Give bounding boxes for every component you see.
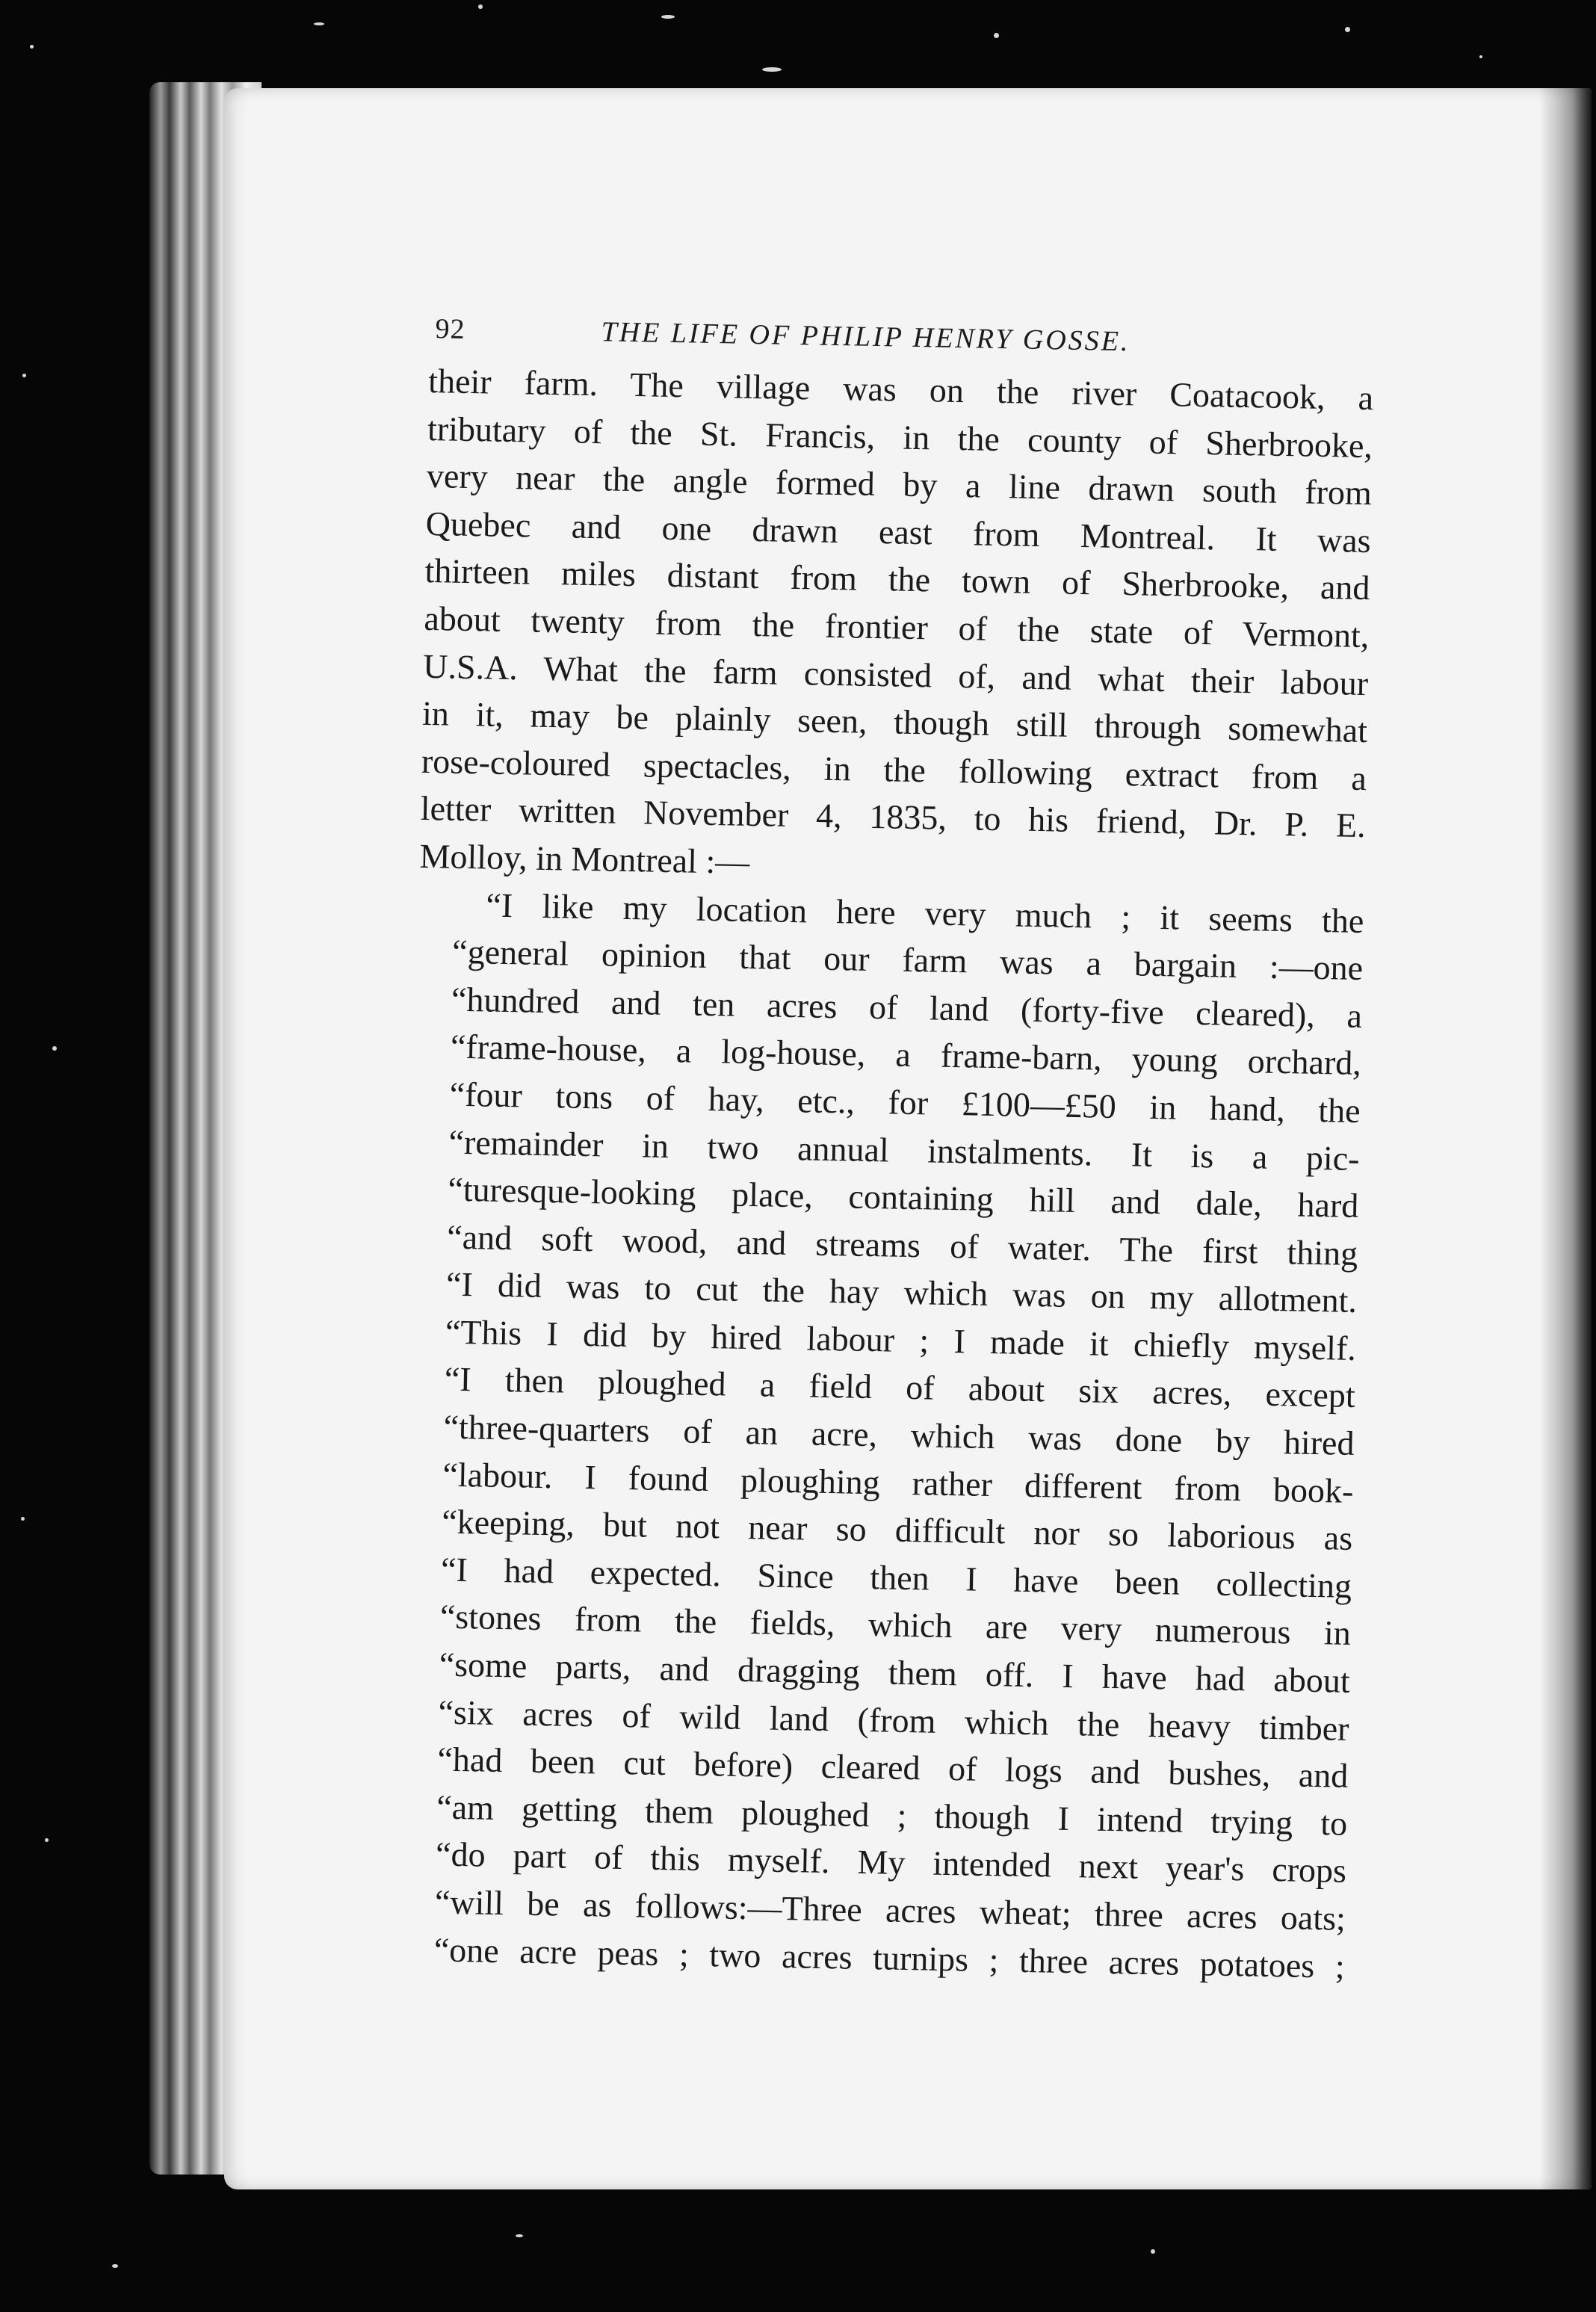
- dust-speck: [1345, 27, 1350, 32]
- letter-quotation: [399, 880, 1364, 1990]
- dust-speck: [21, 1517, 25, 1521]
- dust-speck: [30, 45, 34, 49]
- quote-line: “I did was to cut the hay which was on my allotment.: [445, 1264, 1358, 1320]
- text-line: their farm. The village was on the river Coatacook, a: [427, 361, 1374, 418]
- quote-line: “frame-house, a log-house, a frame-barn, young orchard,: [450, 1027, 1362, 1083]
- text-line: tributary of the St. Francis, in the county of Sherbrooke,: [427, 409, 1373, 465]
- quote-line: “I had expected. Since then I have been collecting: [440, 1550, 1352, 1605]
- dust-speck: [1479, 55, 1482, 58]
- quote-line: “some parts, and dragging them off. I have had about: [439, 1645, 1351, 1700]
- dust-speck: [661, 15, 675, 19]
- page-gutter-shadow: [1539, 88, 1592, 2189]
- text-line: in it, may be plainly seen, though still through somewhat: [421, 694, 1368, 750]
- quote-line: “keeping, but not near so difficult nor so laborious as: [441, 1502, 1353, 1558]
- dust-speck: [112, 2264, 118, 2268]
- quote-line: “turesque-looking place, containing hill and dale, hard: [448, 1169, 1359, 1225]
- quote-line: “do part of this myself. My intended next year's crops: [435, 1835, 1347, 1891]
- quote-line: “This I did by hired labour ; I made it chiefly myself.: [445, 1312, 1357, 1367]
- dust-speck: [516, 2234, 523, 2237]
- dust-speck: [52, 1046, 57, 1051]
- quote-line: “and soft wood, and streams of water. The first thing: [446, 1217, 1358, 1273]
- text-line: letter written November 4, 1835, to his friend, Dr. P. E.: [420, 789, 1367, 845]
- quote-line: “remainder in two annual instalments. It is a pic-: [448, 1122, 1360, 1178]
- text-line: Quebec and one drawn east from Montreal. It was: [425, 504, 1372, 560]
- text-line: about twenty from the frontier of the state of Vermont,: [424, 599, 1370, 655]
- quote-line: “one acre peas ; two acres turnips ; three acres potatoes ;: [433, 1930, 1346, 1985]
- text-line: U.S.A. What the farm consisted of, and what their labour: [422, 646, 1369, 702]
- running-title: THE LIFE OF PHILIP HENRY GOSSE.: [601, 316, 1130, 358]
- dust-speck: [22, 374, 26, 377]
- quote-line: “had been cut before) cleared of logs and bushes, and: [437, 1740, 1349, 1796]
- text-line: thirteen miles distant from the town of Sherbrooke, and: [424, 551, 1370, 608]
- page-text-block: [399, 312, 1375, 1990]
- dust-speck: [994, 33, 999, 38]
- quote-line: “general opinion that our farm was a bargain :—one: [451, 932, 1364, 988]
- dust-speck: [45, 1838, 49, 1842]
- text-line: rose-coloured spectacles, in the following extract from a: [421, 741, 1367, 797]
- quote-line: “four tons of hay, etc., for £100—£50 in hand, the: [449, 1075, 1361, 1130]
- page-number: 92: [435, 313, 466, 345]
- quote-line: “will be as follows:—Three acres wheat; three acres oats;: [434, 1882, 1346, 1938]
- quote-line: “I like my location here very much ; it seems the: [486, 885, 1364, 940]
- dust-speck: [1151, 2249, 1155, 2254]
- quote-line: “hundred and ten acres of land (forty-five cleared), a: [451, 980, 1363, 1035]
- body-paragraph: [419, 357, 1374, 897]
- quote-line: “I then ploughed a field of about six acres, except: [444, 1360, 1356, 1415]
- text-line: Molloy, in Montreal :—: [419, 836, 750, 881]
- dust-speck: [762, 67, 782, 72]
- quote-line: “three-quarters of an acre, which was done by hired: [443, 1407, 1355, 1462]
- quote-line: “stones from the fields, which are very numerous in: [439, 1597, 1352, 1653]
- dust-speck: [478, 4, 483, 9]
- quote-line: “am getting them ploughed ; though I intend trying to: [436, 1787, 1348, 1843]
- dust-speck: [314, 22, 324, 25]
- text-line: very near the angle formed by a line drawn south from: [426, 457, 1373, 513]
- quote-line: “six acres of wild land (from which the heavy timber: [438, 1693, 1349, 1748]
- quote-line: “labour. I found ploughing rather different from book-: [442, 1455, 1354, 1510]
